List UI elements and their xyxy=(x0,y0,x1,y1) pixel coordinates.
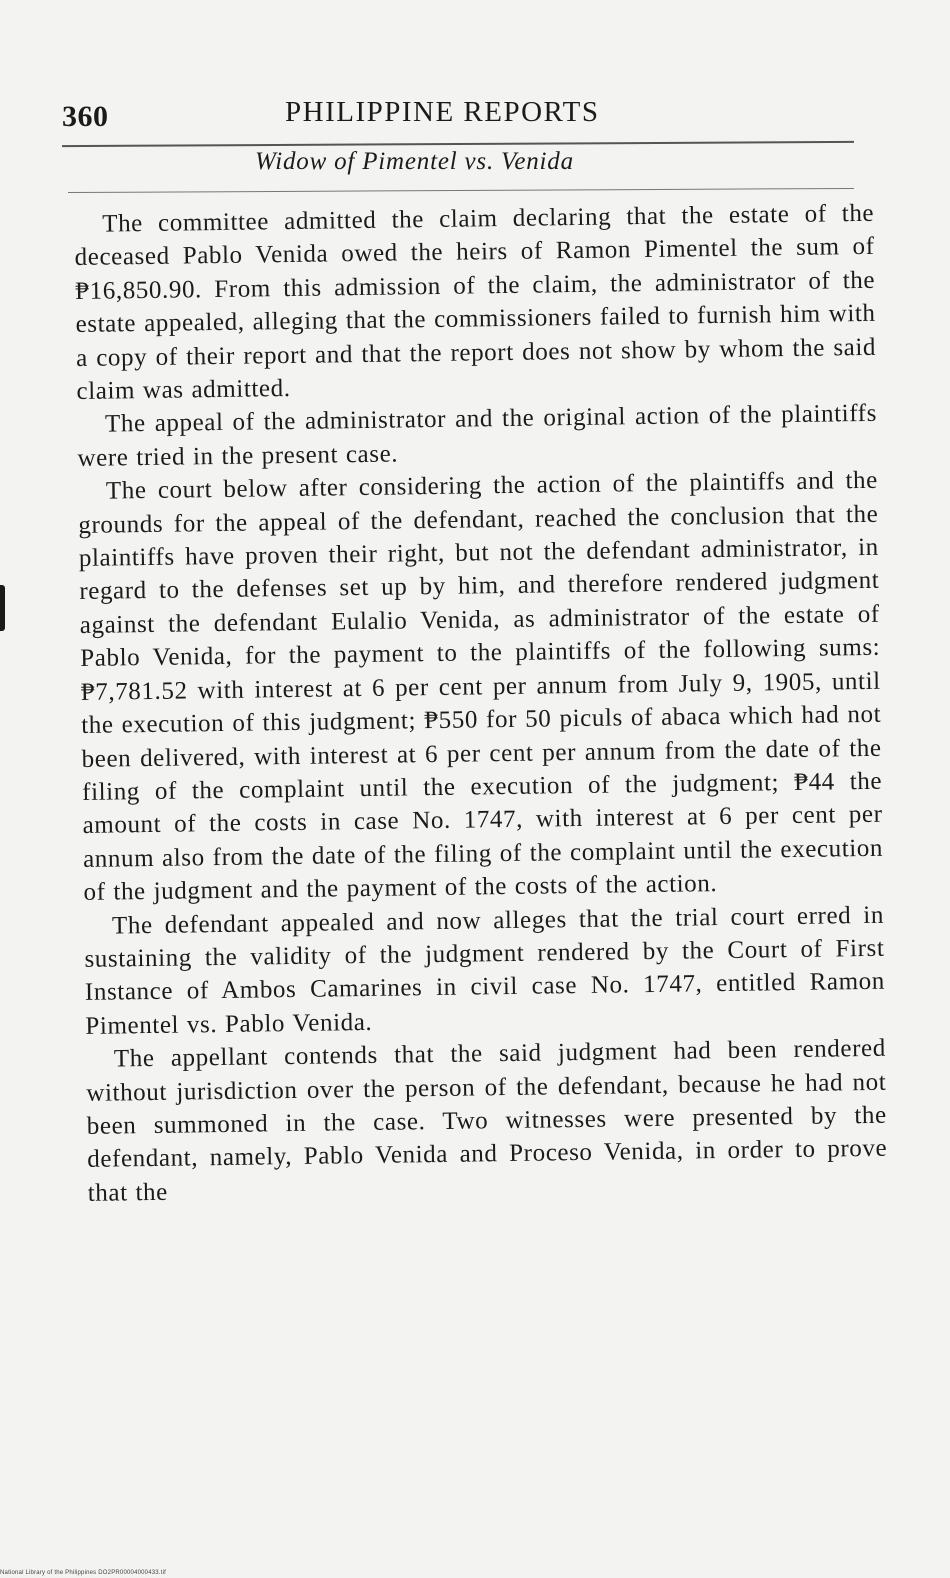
paragraph-5: The appellant contends that the said judgment had been rendered without jurisdiction over the person of the defendant, because he had not been summoned in the case. Two witnesses were presented by the defendant, namely, Pablo Venida and Proceso Venida, in order to prove that the xyxy=(86,1034,888,1207)
page-number: 360 xyxy=(62,100,109,133)
case-caption: Widow of Pimentel vs. Venida xyxy=(255,148,574,175)
page-header xyxy=(62,96,862,136)
paragraph-2: The appeal of the administrator and the original action of the plaintiffs were tried in the present case. xyxy=(77,400,878,472)
source-footer-note: National Library of the Philippines DO2PR00004000433.tif xyxy=(0,1570,166,1576)
header-rule-bottom xyxy=(68,188,854,193)
body-text xyxy=(74,197,888,1210)
paragraph-4: The defendant appealed and now alleges that the trial court erred in sustaining the validity of the judgment rendered by the Court of First Instance of Ambos Camarines in civil case No. 1747, entitled Ramon Pimentel vs. Pablo Venida. xyxy=(84,901,886,1040)
paragraph-3: The court below after considering the action of the plaintiffs and the grounds for the appeal of the defendant, reached the conclusion that the plaintiffs have proven their right, but not the defendant administrator, in regard to the defenses set up by him, and therefore rendered judgment against the defendant Eulalio Venida, as administrator of the estate of Pablo Venida, for the payment to the plaintiffs of the following sums: ₱7,781.52 with interest at 6 per cent per annum from July 9, 1905, until the execution of this judgment; ₱550 for 50 piculs of abaca which had not been delivered, with interest at 6 per cent per annum from the date of the filing of the complaint until the execution of the judgment; ₱44 the amount of the costs in case No. 1747, with interest at 6 per cent per annum also from the date of the filing of the complaint until the execution of the judgment and the payment of the costs of the action. xyxy=(78,467,884,907)
paragraph-1: The committee admitted the claim declaring that the estate of the deceased Pablo Venida owed the heirs of Ramon Pimentel the sum of ₱16,850.90. From this admission of the claim, the administrator of the estate appealed, alleging that the commissioners failed to furnish him with a copy of their report and that the report does not show by whom the said claim was admitted. xyxy=(74,199,877,406)
running-title: PHILIPPINE REPORTS xyxy=(285,96,600,128)
page-edge-mark xyxy=(0,585,5,631)
header-rule-top xyxy=(62,141,854,147)
